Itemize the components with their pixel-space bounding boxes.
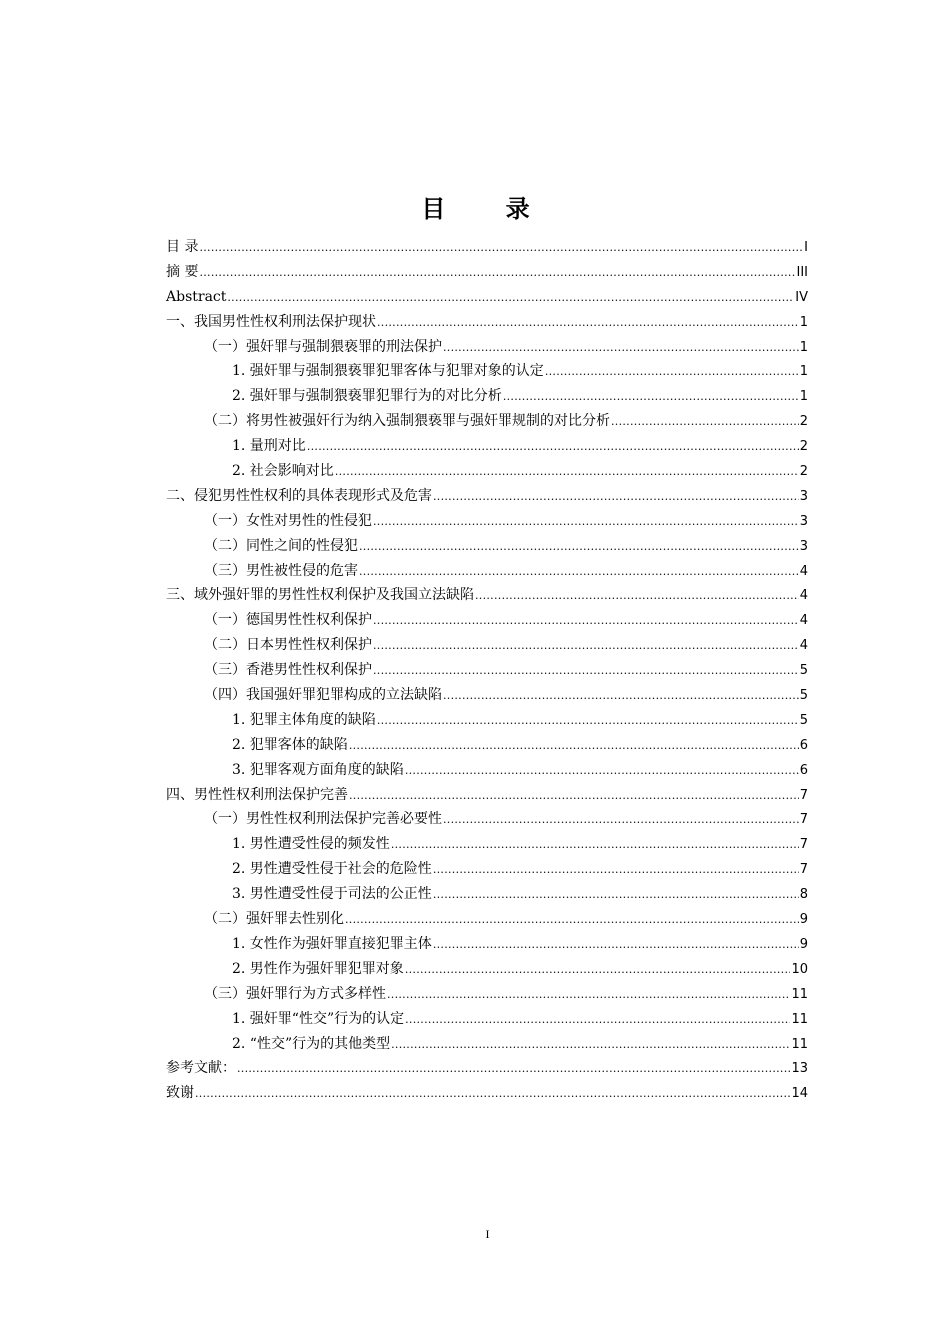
toc-entry-page: 3 — [799, 513, 808, 529]
toc-entry-22[interactable] — [166, 785, 808, 810]
toc-entry-title: （二）将男性被强奸行为纳入强制猥亵罪与强奸罪规制的对比分析 — [204, 413, 610, 430]
toc-entry-0[interactable] — [166, 237, 808, 262]
toc-entry-title: 三、域外强奸罪的男性性权利保护及我国立法缺陷 — [166, 587, 474, 604]
toc-entry-title: （二）强奸罪去性别化 — [204, 911, 344, 928]
toc-entry-page: 5 — [799, 712, 808, 728]
toc-entry-12[interactable] — [166, 536, 808, 561]
toc-dot-leader — [359, 537, 799, 557]
toc-dot-leader — [237, 1059, 790, 1079]
page-title: 目 录 — [421, 195, 556, 223]
toc-entry-29[interactable] — [166, 959, 808, 984]
toc-entry-8[interactable] — [166, 436, 808, 461]
toc-entry-page: 1 — [799, 339, 808, 355]
toc-entry-title: （四）我国强奸罪犯罪构成的立法缺陷 — [204, 687, 442, 704]
toc-entry-title: 2. 社会影响对比 — [232, 463, 334, 480]
toc-entry-title: 1. 女性作为强奸罪直接犯罪主体 — [232, 935, 432, 952]
toc-entry-title: 摘 要 — [166, 263, 199, 280]
toc-dot-leader — [195, 1084, 790, 1104]
toc-dot-leader — [391, 1035, 790, 1055]
toc-entry-title: （三）男性被性侵的危害 — [204, 562, 358, 579]
toc-dot-leader — [433, 860, 799, 880]
toc-dot-leader — [199, 263, 795, 283]
toc-entry-page: 2 — [799, 464, 808, 480]
toc-dot-leader — [373, 636, 799, 656]
toc-entry-page: 7 — [799, 862, 808, 878]
toc-dot-leader — [443, 810, 799, 830]
toc-entry-title: 1. 强奸罪与强制猥亵罪犯罪客体与犯罪对象的认定 — [232, 363, 544, 380]
toc-entry-19[interactable] — [166, 710, 808, 735]
toc-entry-title: （一）女性对男性的性侵犯 — [204, 512, 372, 529]
toc-dot-leader — [405, 761, 799, 781]
toc-entry-title: 致谢 — [166, 1085, 194, 1102]
toc-entry-28[interactable] — [166, 934, 808, 959]
toc-entry-page: 3 — [799, 538, 808, 554]
toc-entry-page: 13 — [791, 1061, 808, 1077]
toc-entry-title: 目 录 — [166, 239, 199, 255]
toc-dot-leader — [335, 462, 799, 482]
toc-entry-24[interactable] — [166, 834, 808, 859]
toc-dot-leader — [545, 362, 799, 382]
toc-entry-page: 6 — [799, 762, 808, 778]
toc-entry-page: 4 — [799, 563, 808, 579]
toc-entry-21[interactable] — [166, 760, 808, 785]
toc-entry-title: 2. 男性作为强奸罪犯罪对象 — [232, 960, 404, 977]
toc-entry-page: 2 — [799, 439, 808, 455]
toc-entry-10[interactable] — [166, 486, 808, 511]
toc-entry-27[interactable] — [166, 909, 808, 934]
toc-entry-title: （三）香港男性性权利保护 — [204, 662, 372, 679]
toc-dot-leader — [373, 512, 799, 532]
toc-dot-leader — [199, 238, 803, 258]
toc-entry-23[interactable] — [166, 809, 808, 834]
toc-entry-page: 7 — [799, 787, 808, 803]
toc-entry-title: 1. 强奸罪“性交”行为的认定 — [232, 1010, 405, 1027]
toc-entry-page: 5 — [799, 688, 808, 704]
toc-entry-title: 参考文献： — [166, 1060, 236, 1077]
toc-entry-3[interactable] — [166, 312, 808, 337]
toc-entry-title: （二）日本男性性权利保护 — [204, 637, 372, 654]
toc-entry-page: 7 — [799, 837, 808, 853]
toc-dot-leader — [443, 686, 799, 706]
toc-entry-31[interactable] — [166, 1009, 808, 1034]
toc-dot-leader — [377, 711, 799, 731]
toc-dot-leader — [433, 885, 799, 905]
toc-entry-17[interactable] — [166, 660, 808, 685]
toc-entry-13[interactable] — [166, 561, 808, 586]
toc-dot-leader — [405, 960, 791, 980]
toc-entry-9[interactable] — [166, 461, 808, 486]
toc-entry-26[interactable] — [166, 884, 808, 909]
toc-entry-title: （二）同性之间的性侵犯 — [204, 537, 358, 554]
toc-dot-leader — [433, 935, 799, 955]
toc-entry-title: 2. “性交”行为的其他类型 — [232, 1035, 391, 1052]
toc-dot-leader — [345, 910, 799, 930]
toc-entry-page: 3 — [799, 488, 808, 504]
toc-entry-18[interactable] — [166, 685, 808, 710]
toc-entry-page: 1 — [799, 389, 808, 405]
toc-entry-title: 2. 男性遭受性侵于社会的危险性 — [232, 861, 432, 878]
toc-entry-page: III — [796, 264, 808, 280]
toc-entry-7[interactable] — [166, 411, 808, 436]
toc-entry-page: 11 — [791, 986, 808, 1002]
toc-dot-leader — [373, 661, 799, 681]
toc-entry-4[interactable] — [166, 337, 808, 362]
toc-entry-title: Abstract — [166, 288, 227, 305]
toc-entry-34[interactable] — [166, 1083, 808, 1108]
toc-entry-title: （一）强奸罪与强制猥亵罪的刑法保护 — [204, 338, 442, 355]
table-of-contents — [166, 237, 808, 1108]
toc-entry-15[interactable] — [166, 610, 808, 635]
toc-entry-page: 9 — [799, 912, 808, 928]
toc-entry-20[interactable] — [166, 735, 808, 760]
toc-dot-leader — [227, 288, 794, 308]
toc-entry-25[interactable] — [166, 859, 808, 884]
toc-dot-leader — [503, 387, 799, 407]
toc-entry-page: 4 — [799, 613, 808, 629]
toc-entry-page: 5 — [799, 663, 808, 679]
toc-entry-title: （三）强奸罪行为方式多样性 — [204, 985, 386, 1002]
toc-entry-title: 2. 犯罪客体的缺陷 — [232, 736, 348, 753]
toc-dot-leader — [349, 736, 799, 756]
toc-entry-page: 1 — [799, 314, 808, 330]
toc-entry-6[interactable] — [166, 386, 808, 411]
toc-entry-title: 1. 量刑对比 — [232, 438, 306, 455]
toc-entry-page: 10 — [791, 961, 808, 977]
toc-entry-page: 14 — [791, 1086, 808, 1102]
toc-entry-11[interactable] — [166, 511, 808, 536]
toc-entry-page: 2 — [799, 414, 808, 430]
toc-entry-title: 1. 犯罪主体角度的缺陷 — [232, 711, 376, 728]
toc-dot-leader — [391, 835, 799, 855]
toc-dot-leader — [405, 1010, 790, 1030]
toc-entry-title: （一）德国男性性权利保护 — [204, 612, 372, 629]
toc-dot-leader — [377, 313, 799, 333]
toc-entry-title: 3. 犯罪客观方面角度的缺陷 — [232, 761, 404, 778]
toc-entry-page: 4 — [799, 588, 808, 604]
toc-dot-leader — [433, 487, 799, 507]
toc-dot-leader — [611, 412, 799, 432]
toc-entry-page: 9 — [799, 936, 808, 952]
toc-entry-page: 11 — [791, 1036, 808, 1052]
toc-dot-leader — [349, 786, 799, 806]
toc-entry-title: 2. 强奸罪与强制猥亵罪犯罪行为的对比分析 — [232, 388, 502, 405]
toc-entry-title: 3. 男性遭受性侵于司法的公正性 — [232, 886, 432, 903]
toc-dot-leader — [359, 562, 799, 582]
toc-entry-32[interactable] — [166, 1034, 808, 1059]
toc-entry-title: 二、侵犯男性性权利的具体表现形式及危害 — [166, 487, 432, 504]
toc-entry-14[interactable] — [166, 585, 808, 610]
toc-entry-title: 四、男性性权利刑法保护完善 — [166, 786, 348, 803]
toc-dot-leader — [373, 611, 799, 631]
toc-entry-page: 4 — [799, 638, 808, 654]
toc-entry-16[interactable] — [166, 635, 808, 660]
toc-entry-1[interactable] — [166, 262, 808, 287]
toc-entry-page: IV — [795, 289, 808, 305]
toc-entry-title: 1. 男性遭受性侵的频发性 — [232, 836, 390, 853]
toc-dot-leader — [443, 338, 799, 358]
toc-entry-33[interactable] — [166, 1058, 808, 1083]
toc-dot-leader — [307, 437, 799, 457]
toc-entry-page: I — [804, 240, 808, 255]
toc-entry-page: 1 — [799, 364, 808, 380]
toc-entry-page: 6 — [799, 737, 808, 753]
toc-entry-page: 11 — [791, 1011, 808, 1027]
toc-dot-leader — [387, 985, 790, 1005]
toc-entry-2[interactable] — [166, 287, 808, 312]
toc-entry-title: 一、我国男性性权利刑法保护现状 — [166, 313, 376, 330]
toc-entry-page: 8 — [799, 887, 808, 903]
toc-entry-30[interactable] — [166, 984, 808, 1009]
toc-entry-title: （一）男性性权利刑法保护完善必要性 — [204, 811, 442, 828]
toc-entry-5[interactable] — [166, 361, 808, 386]
footer-page-number: I — [485, 1227, 490, 1241]
toc-entry-page: 7 — [799, 812, 808, 828]
toc-dot-leader — [475, 586, 799, 606]
